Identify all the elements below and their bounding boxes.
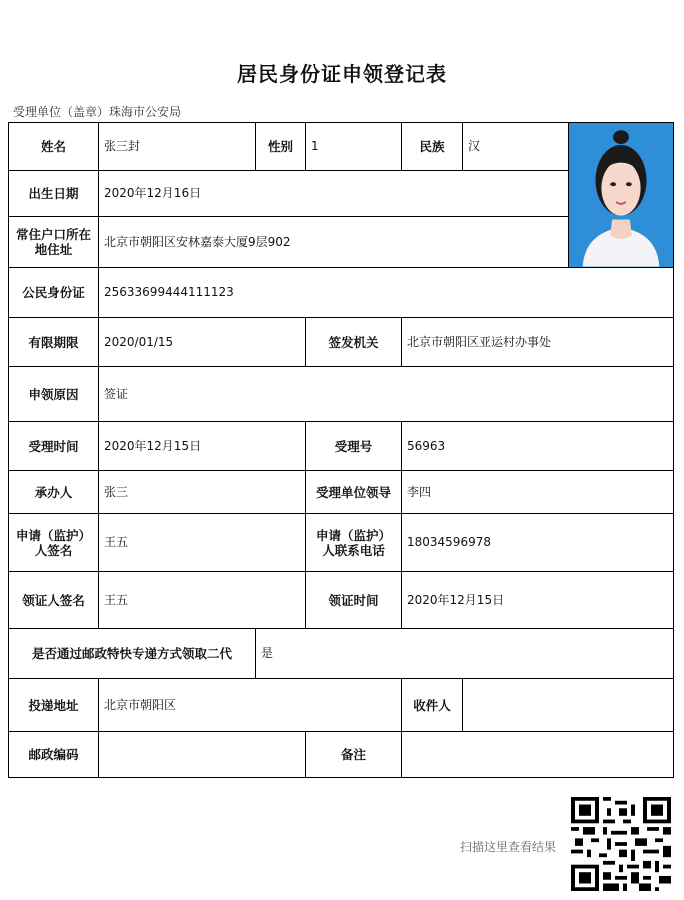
- value-applicant-phone: 18034596978: [401, 513, 674, 572]
- value-delivery-address: 北京市朝阳区: [98, 678, 402, 732]
- label-birth-date: 出生日期: [8, 170, 99, 217]
- value-remark: [401, 731, 674, 778]
- value-postcode: [98, 731, 306, 778]
- value-validity: 2020/01/15: [98, 317, 306, 367]
- label-postal-question: 是否通过邮政特快专递方式领取二代: [8, 628, 256, 679]
- qr-code[interactable]: [571, 797, 671, 891]
- value-issuer: 北京市朝阳区亚运村办事处: [401, 317, 674, 367]
- id-photo: [568, 122, 674, 268]
- label-collect-time: 领证时间: [305, 571, 402, 629]
- label-leader: 受理单位领导: [305, 470, 402, 514]
- label-ethnic: 民族: [401, 122, 463, 171]
- value-postal-answer: 是: [255, 628, 674, 679]
- scan-hint: 扫描这里查看结果: [460, 840, 557, 854]
- label-recipient: 收件人: [401, 678, 463, 732]
- value-reason: 签证: [98, 366, 674, 422]
- value-collect-time: 2020年12月15日: [401, 571, 674, 629]
- value-recipient: [462, 678, 674, 732]
- label-accept-time: 受理时间: [8, 421, 99, 471]
- label-issuer: 签发机关: [305, 317, 402, 367]
- label-handler: 承办人: [8, 470, 99, 514]
- label-gender: 性别: [255, 122, 306, 171]
- value-handler: 张三: [98, 470, 306, 514]
- value-collector-signature: 王五: [98, 571, 306, 629]
- label-name: 姓名: [8, 122, 99, 171]
- value-applicant-signature: 王五: [98, 513, 306, 572]
- accepting-unit: 受理单位（盖章）珠海市公安局: [13, 105, 182, 119]
- form-title: 居民身份证申领登记表: [237, 62, 447, 86]
- label-validity: 有限期限: [8, 317, 99, 367]
- value-accept-number: 56963: [401, 421, 674, 471]
- value-id-number: 25633699444111123: [98, 267, 674, 318]
- qr-code-icon: [571, 797, 671, 891]
- label-remark: 备注: [305, 731, 402, 778]
- value-gender: 1: [305, 122, 402, 171]
- portrait-photo-icon: [569, 122, 673, 268]
- value-address: 北京市朝阳区安林嘉泰大厦9层902: [98, 216, 569, 268]
- label-address: 常住户口所在地住址: [8, 216, 99, 268]
- value-name: 张三封: [98, 122, 256, 171]
- label-reason: 申领原因: [8, 366, 99, 422]
- label-collector-signature: 领证人签名: [8, 571, 99, 629]
- label-id-number: 公民身份证: [8, 267, 99, 318]
- value-accept-time: 2020年12月15日: [98, 421, 306, 471]
- value-ethnic: 汉: [462, 122, 569, 171]
- value-leader: 李四: [401, 470, 674, 514]
- label-applicant-signature: 申请（监护）人签名: [8, 513, 99, 572]
- value-birth-date: 2020年12月16日: [98, 170, 569, 217]
- label-delivery-address: 投递地址: [8, 678, 99, 732]
- label-accept-number: 受理号: [305, 421, 402, 471]
- label-postcode: 邮政编码: [8, 731, 99, 778]
- label-applicant-phone: 申请（监护）人联系电话: [305, 513, 402, 572]
